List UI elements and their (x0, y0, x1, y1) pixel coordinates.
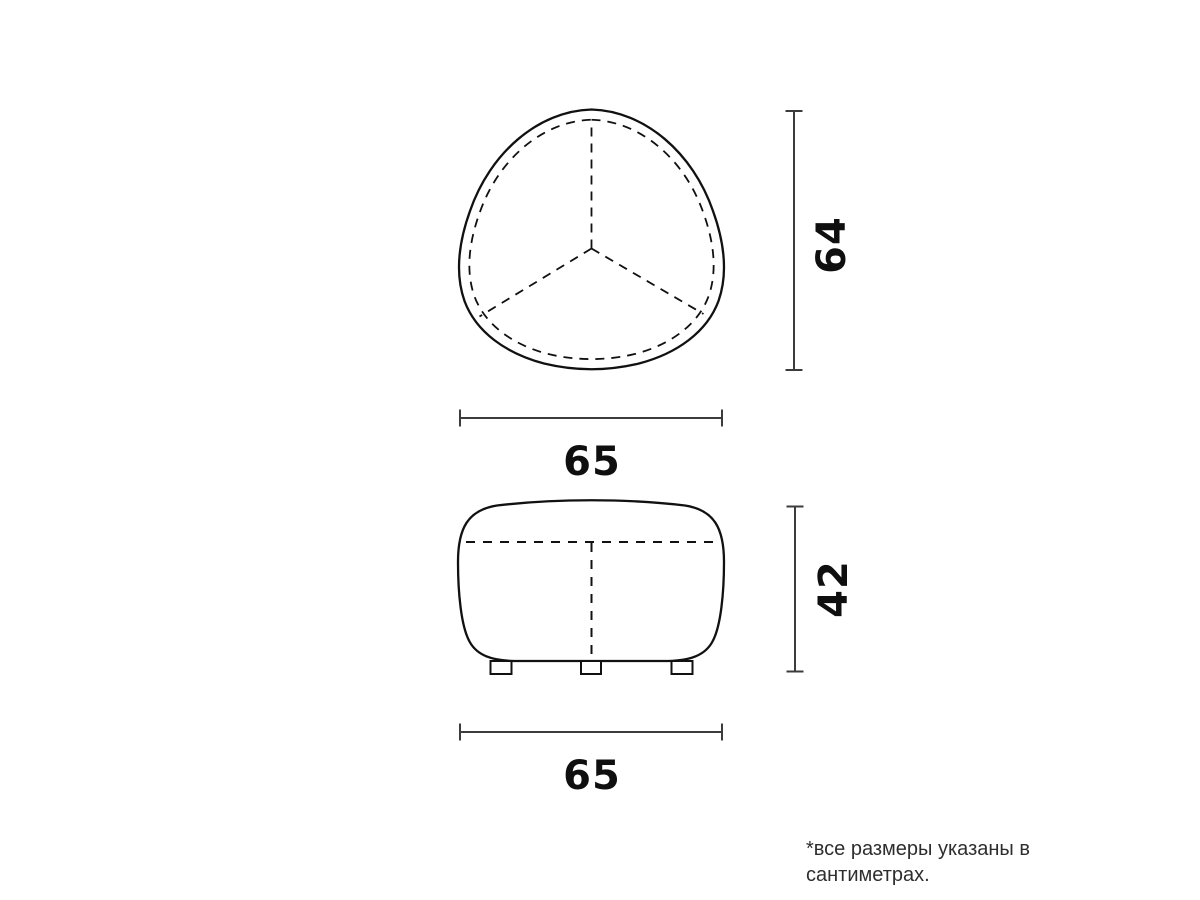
front-view-drawing (458, 500, 724, 674)
front-view-leg-left (491, 661, 512, 674)
units-footnote: *все размеры указаны в сантиметрах. (806, 838, 1030, 886)
front-view-width-label: 65 (563, 753, 621, 799)
top-view-width-label: 65 (563, 439, 621, 485)
front-view-height-label: 42 (811, 560, 857, 618)
top-view-seam-line-left (480, 249, 592, 317)
top-view-seam-line-right (592, 249, 704, 315)
front-view-width-dimension-line (460, 724, 722, 741)
front-view-height-dimension-line (787, 507, 804, 672)
front-view-leg-right (672, 661, 693, 674)
top-view-height-label: 64 (809, 216, 855, 274)
top-view-seam-outline (469, 120, 713, 359)
front-view-leg-center (581, 661, 601, 674)
top-view-drawing (459, 110, 724, 370)
top-view-height-dimension-line (786, 111, 803, 370)
top-view-width-dimension-line (460, 410, 722, 427)
